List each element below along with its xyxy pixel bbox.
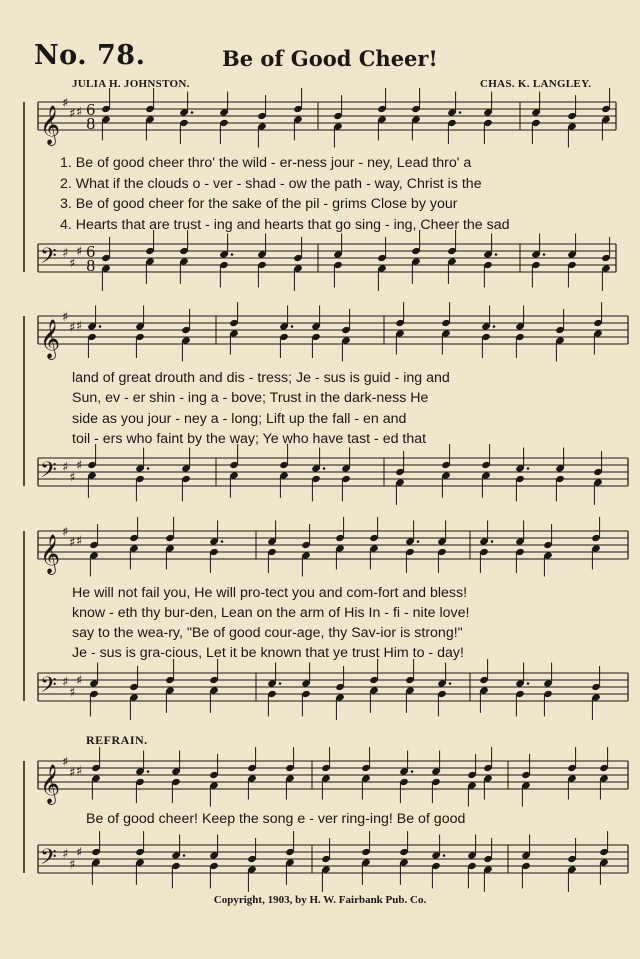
staff-4-bass-dot [443,854,446,857]
staff-1-treble-sharp-icon: ♯ [62,96,69,111]
staff-2-bass-bass-clef-icon: 𝄢 [40,458,57,488]
staff-1-bass-sharp-icon: ♯ [62,246,69,261]
staff-1-treble-sharp-icon: ♯ [76,105,83,120]
staff-3-bass-sharp-icon: ♯ [62,675,69,690]
staff-4-bass-bass-clef-icon: 𝄢 [40,845,57,875]
verse-line-3-4: Je - sus is gra-cious, Let it be known that ye trust Him to - day! [72,645,464,661]
staff-3-treble-dot [491,540,494,543]
staff-2-treble-treble-clef-icon: 𝄞 [40,319,61,359]
staff-1-bass-sharp-icon: ♯ [69,256,76,272]
hymn-number: No. 78. [34,40,146,71]
staff-4-treble-treble-clef-icon: 𝄞 [40,764,61,804]
staff-2-bass-dot [323,467,326,470]
staff-4-treble-sharp-icon: ♯ [76,764,83,779]
staff-2-treble-dot [291,325,294,328]
staff-1-treble-dot [459,111,462,114]
refrain-label: REFRAIN. [86,733,148,747]
verse-line-2-1: land of great drouth and dis - tress; Je - sus is guid - ing and [72,370,450,386]
staff-4-bass-dot [183,854,186,857]
verse-line-3-2: know - eth thy bur-den, Lean on the arm of His In - fi - nite love! [72,605,470,621]
verse-line-2-4: toil - ers who faint by the way; Ye who have tast - ed that [72,431,427,447]
verse-line-1-3: 3. Be of good cheer for the sake of the pil - grims Close by your [60,196,458,212]
staff-1-treble-sharp-icon: ♯ [69,106,76,122]
staff-3-treble-sharp-icon: ♯ [62,525,69,540]
staff-1-treble-dot [191,111,194,114]
verse-line-1-4: 4. Hearts that are trust - ing and hearts that go sing - ing, Cheer the sad [60,217,510,233]
staff-1-bass-time-sig-top: 6 [86,243,96,261]
staff-3-bass-dot [449,682,452,685]
verse-line-1-2: 2. What if the clouds o - ver - shad - ow the path - way, Christ is the [60,176,482,192]
staff-4-treble-sharp-icon: ♯ [69,765,76,781]
staff-3-bass-dot [527,682,530,685]
staff-3-bass-sharp-icon: ♯ [76,673,83,689]
copyright-notice: Copyright, 1903, by H. W. Fairbank Pub. Co. [213,894,427,906]
refrain-lyric: Be of good cheer! Keep the song e - ver ring-ing! Be of good [86,811,466,827]
staff-1-treble-treble-clef-icon: 𝄞 [40,105,61,145]
staff-2-treble-sharp-icon: ♯ [69,320,76,336]
verse-line-2-2: Sun, ev - er shin - ing a - bove; Trust in the dark-ness He [72,390,429,406]
staff-2-treble-sharp-icon: ♯ [62,310,69,325]
staff-4-treble-sharp-icon: ♯ [62,755,69,770]
staff-2-treble-sharp-icon: ♯ [76,319,83,334]
staff-3-treble-treble-clef-icon: 𝄞 [40,534,61,574]
staff-2-bass-sharp-icon: ♯ [62,460,69,475]
verse-line-3-3: say to the wea-ry, "Be of good cour-age, thy Sav-ior is strong!" [72,625,463,641]
staff-2-treble-dot [99,325,102,328]
staff-3-treble-dot [417,540,420,543]
staff-4-bass-sharp-icon: ♯ [69,857,76,873]
staff-4-bass-sharp-icon: ♯ [62,847,69,862]
staff-2-bass-dot [527,467,530,470]
verse-line-3-1: He will not fail you, He will pro-tect you and com-fort and bless! [72,585,468,601]
staff-2-bass-sharp-icon: ♯ [69,470,76,486]
staff-1-bass-bass-clef-icon: 𝄢 [40,244,57,274]
staff-1-treble-time-sig-bottom: 8 [86,115,96,133]
composer-credit: CHAS. K. LANGLEY. [480,78,592,90]
staff-1-bass-sharp-icon: ♯ [76,244,83,260]
staff-4-bass-sharp-icon: ♯ [76,845,83,861]
staff-3-bass-bass-clef-icon: 𝄢 [40,673,57,703]
lyricist-credit: JULIA H. JOHNSTON. [72,78,190,90]
verse-line-1-1: 1. Be of good cheer thro' the wild - er-ness jour - ney, Lead thro' a [60,155,472,171]
hymn-title: Be of Good Cheer! [222,46,438,71]
staff-3-bass-dot [279,682,282,685]
staff-2-bass-dot [147,467,150,470]
staff-3-treble-sharp-icon: ♯ [76,534,83,549]
staff-1-treble-time-sig-top: 6 [86,101,96,119]
staff-4-treble-dot [411,770,414,773]
staff-4-treble-dot [147,770,150,773]
staff-3-treble-dot [221,540,224,543]
staff-1-bass-time-sig-bottom: 8 [86,257,96,275]
staff-2-treble-dot [493,325,496,328]
staff-3-bass-sharp-icon: ♯ [69,685,76,701]
staff-2-bass-sharp-icon: ♯ [76,458,83,474]
staff-1-bass-dot [495,253,498,256]
verse-line-2-3: side as you jour - ney a - long; Lift up the fall - en and [72,411,407,427]
staff-1-bass-dot [543,253,546,256]
staff-3-treble-sharp-icon: ♯ [69,535,76,551]
staff-1-bass-dot [231,253,234,256]
